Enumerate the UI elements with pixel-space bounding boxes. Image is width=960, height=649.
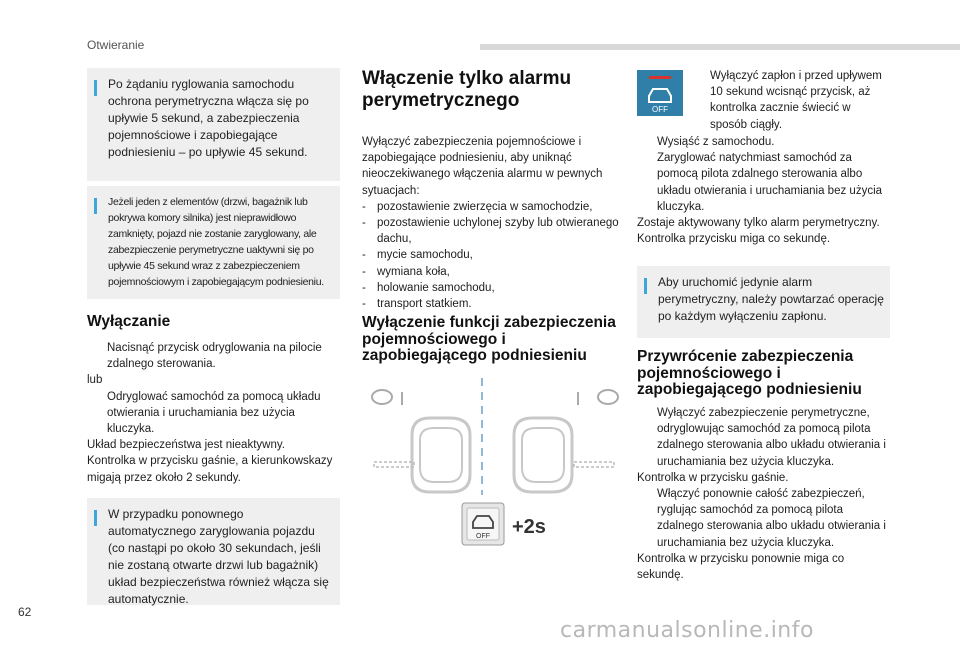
- info-note-1: [87, 68, 340, 181]
- plain-line: Kontrolka w przycisku gaśnie.: [637, 471, 789, 484]
- plain-line: Kontrolka w przycisku ponownie miga co sekundę.: [637, 552, 845, 582]
- dash-glyph: -: [362, 265, 366, 278]
- steering-wheel-left-icon: [374, 418, 470, 492]
- perimeter-steps: [637, 134, 892, 247]
- step-text: Zaryglować natychmiast samochód za pomocą pilota zdalnego sterowania albo układu otwierania i uruchamiania bez użycia kluczyka.: [657, 152, 883, 213]
- dash-item-text: wymiana koła,: [377, 265, 450, 278]
- step-text: Wyłączyć zapłon i przed upływem 10 sekund wcisnąć przycisk, aż kontrolka zacznie świecić w sposób ciągły.: [710, 70, 882, 131]
- bullet-step: [637, 405, 892, 470]
- info-marker-icon: [644, 278, 647, 294]
- plain-line: lub: [87, 374, 103, 387]
- steering-wheel-right-icon: [514, 418, 614, 492]
- info-marker-icon: [94, 80, 97, 96]
- info-marker-icon: [94, 510, 97, 526]
- dash-list-item: [362, 199, 622, 215]
- step-text: Odryglować samochód za pomocą układu otwierania i uruchamiania bez użycia kluczyka.: [107, 390, 321, 436]
- ignition-step: [690, 68, 890, 133]
- info-note-text: Aby uruchomić jedynie alarm perymetryczny, należy powtarzać operację po każdym wyłączeniu zapłonu.: [658, 275, 884, 323]
- section-title: Otwieranie: [87, 38, 145, 52]
- dash-glyph: -: [362, 217, 366, 230]
- info-note-2: [87, 186, 340, 299]
- step-text: Wysiąść z samochodu.: [657, 136, 775, 148]
- step-text: Włączyć ponownie całość zabezpieczeń, ryglując samochód za pomocą pilota zdalnego sterowania albo układu otwierania i uruchamiania bez użycia kluczyka.: [657, 488, 886, 549]
- restore-steps: [637, 405, 892, 583]
- alarm-off-button-icon: [462, 503, 504, 545]
- dash-item-text: pozostawienie zwierzęcia w samochodzie,: [377, 200, 593, 213]
- plain-line: Kontrolka w przycisku gaśnie, a kierunkowskazy migają przez około 2 sekundy.: [87, 455, 333, 484]
- dash-list-item: [362, 280, 622, 296]
- dash-list-item: [362, 296, 622, 312]
- bullet-step: [637, 150, 892, 215]
- step-text: Wyłączyć zabezpieczenie perymetryczne, odryglowując samochód za pomocą pilota zdalnego sterowania albo układu otwierania i uruchamiania bez użycia kluczyka.: [657, 407, 886, 468]
- intro-text: Wyłączyć zabezpieczenia pojemnościowe i zapobiegające podniesieniu, aby uniknąć nieoczekiwanego włączenia alarmu w pewnych sytuacjach:: [362, 136, 603, 197]
- off-button-label: OFF: [476, 533, 490, 540]
- info-note-4: [637, 266, 890, 338]
- section-heading-restore: Przywrócenie zabezpieczenia pojemnościowego i zapobiegającego podniesieniu: [637, 348, 862, 398]
- section-heading-disable: Wyłączanie: [87, 313, 171, 330]
- press-duration-label: +2s: [512, 516, 546, 538]
- bullet-step: [637, 134, 892, 150]
- dash-list-item: [362, 215, 622, 247]
- perimeter-only-text: [362, 134, 622, 312]
- dash-glyph: -: [362, 200, 366, 213]
- dash-glyph: -: [362, 249, 366, 262]
- dash-list-item: [362, 247, 622, 263]
- dash-item-text: transport statkiem.: [377, 298, 472, 311]
- info-note-text: Po żądaniu ryglowania samochodu ochrona perymetryczna włącza się po upływie 5 sekund, a zabezpieczenia pojemnościowe i zapobiegające podniesieniu – po upływie 45 sekund.: [108, 77, 309, 159]
- dash-item-text: mycie samochodu,: [377, 249, 473, 262]
- plain-line: Układ bezpieczeństwa jest nieaktywny.: [87, 439, 285, 452]
- dash-glyph: -: [362, 281, 366, 294]
- plain-line: Zostaje aktywowany tylko alarm perymetryczny.: [637, 217, 880, 230]
- dash-list-item: [362, 264, 622, 280]
- info-note-3: [87, 498, 340, 605]
- dash-item-text: holowanie samochodu,: [377, 281, 495, 294]
- info-note-text: Jeżeli jeden z elementów (drzwi, bagażnik lub pokrywa komory silnika) jest nieprawidłowo zamknięty, pojazd nie zostanie zaryglowany, ale zabezpieczenie perymetryczne uaktywni się po upływie 45 sekund wraz z zabezpieczeniem pojemnościowym i zapobiegającym podniesieniu.: [108, 196, 324, 288]
- disable-steps: [87, 340, 342, 486]
- step-text: Nacisnąć przycisk odryglowania na pilocie zdalnego sterowania.: [107, 342, 322, 371]
- info-marker-icon: [94, 198, 97, 214]
- indicator-label: OFF: [652, 105, 668, 114]
- bullet-step: [87, 340, 342, 372]
- bullet-step: [637, 486, 892, 551]
- header-divider: [480, 44, 960, 50]
- dash-glyph: -: [362, 298, 366, 311]
- alarm-button-figure: [362, 370, 627, 560]
- bullet-step: [87, 389, 342, 438]
- dash-item-text: pozostawienie uchylonej szyby lub otwieranego dachu,: [377, 217, 619, 246]
- page-number: 62: [18, 605, 32, 619]
- section-heading-perimeter-only: Włączenie tylko alarmu perymetrycznego: [362, 68, 572, 111]
- alarm-off-indicator-icon: [637, 70, 683, 116]
- steering-wheel-small-icon: [366, 382, 418, 416]
- info-note-text: W przypadku ponownego automatycznego zaryglowania pojazdu (co nastąpi po około 30 sekundach, jeśli nie zostaną otwarte drzwi lub bagażnik) układ bezpieczeństwa również włącza się automatycznie.: [108, 507, 329, 606]
- watermark: carmanualsonline.info: [560, 618, 814, 643]
- plain-line: Kontrolka przycisku miga co sekundę.: [637, 233, 831, 246]
- steering-wheel-small-icon: [572, 382, 624, 416]
- section-heading-disable-volumetric: Wyłączenie funkcji zabezpieczenia pojemnościowego i zapobiegającego podniesieniu: [362, 314, 616, 364]
